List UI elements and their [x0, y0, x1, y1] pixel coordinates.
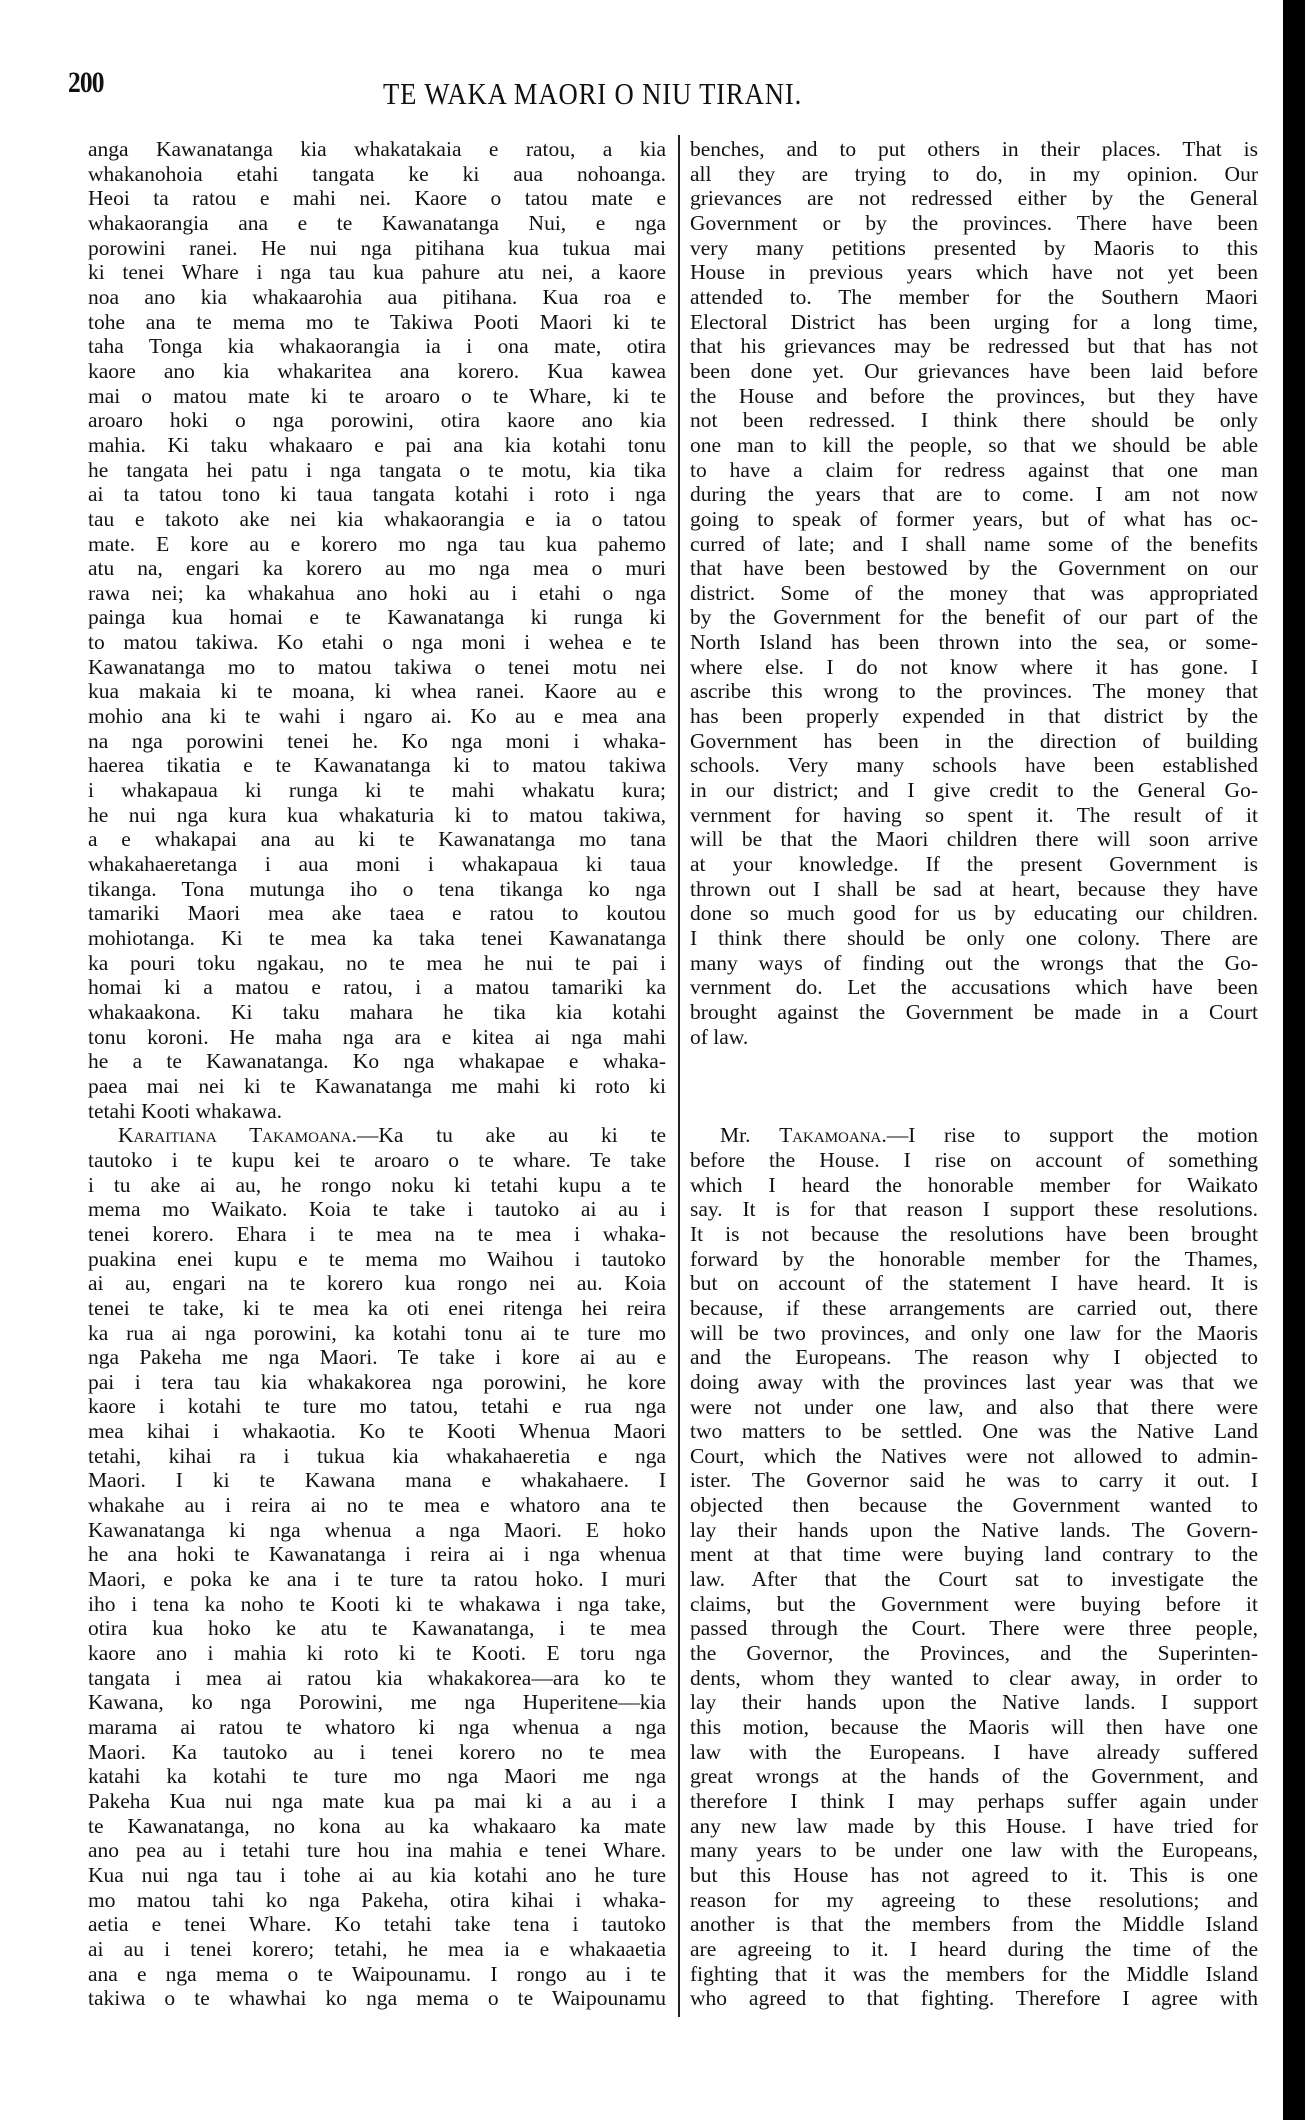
text-line: grievances are not redressed either by the General — [690, 186, 1258, 211]
text-line: attended to. The member for the Southern Maori — [690, 284, 1258, 309]
text-line: he nui nga kura kua whakaturia ki to matou takiwa, — [88, 802, 666, 827]
text-line: by the Government for the benefit of our part of the — [690, 605, 1258, 630]
text-line: therefore I think I may perhaps suffer again under — [690, 1789, 1258, 1813]
text-line: Court, which the Natives were not allowed to admin- — [690, 1443, 1258, 1468]
text-line: mea kihai i whakaotia. Ko te Kooti Whenua Maori — [88, 1419, 666, 1444]
text-line: rawa nei; ka whakahua ano hoki au i etahi o nga — [88, 580, 666, 605]
text-line: are agreeing to it. I heard during the time of the — [690, 1936, 1258, 1961]
text-line: ano pea au i tetahi ture hou ina mahia e tenei Whare. — [88, 1838, 666, 1863]
text-line: tohe ana te mema mo te Takiwa Pooti Maori ki te — [88, 309, 666, 334]
text-line: Government has been in the direction of building — [690, 728, 1258, 753]
text-line: mate. E kore au e korero mo nga tau kua pahemo — [88, 531, 666, 556]
text-line: to matou takiwa. Ko etahi o nga moni i wehea e te — [88, 630, 666, 655]
column-divider — [678, 135, 680, 2017]
text-line: this motion, because the Maoris will then have one — [690, 1715, 1258, 1740]
text-line: but on account of the statement I have heard. It is — [690, 1271, 1258, 1296]
text-line: lay their hands upon the Native lands. I support — [690, 1690, 1258, 1715]
speaker-text: —I rise to support the motion — [886, 1123, 1258, 1148]
text-line: say. It is for that reason I support these resolutions. — [690, 1197, 1258, 1222]
text-line: but this House has not agreed to it. This is one — [690, 1862, 1258, 1887]
text-line: mema mo Waikato. Koia te take i tautoko ai au i — [88, 1197, 666, 1222]
text-line: another is that the members from the Middle Island — [690, 1912, 1258, 1937]
text-line: Government or by the provinces. There have been — [690, 210, 1258, 235]
text-line: ai au, engari na te korero kua rongo nei au. Koia — [88, 1271, 666, 1296]
text-line: anga Kawanatanga kia whakatakaia e ratou, a kia — [88, 137, 666, 161]
text-line: where else. I do not know where it has gone. I — [690, 654, 1258, 679]
text-line: Kua nui nga tau i tohe ai au kia kotahi ano he ture — [88, 1862, 666, 1887]
text-line: reason for my agreeing to these resolutions; and — [690, 1887, 1258, 1912]
text-line: tau e takoto ake nei kia whakaorangia e ia o tatou — [88, 506, 666, 531]
text-line: mahia. Ki taku whakaaro e pai ana kia kotahi tonu — [88, 432, 666, 457]
text-line: taha Tonga kia whakaorangia ia i ona mate, otira — [88, 334, 666, 359]
text-line: pai i tera tau kia whakakorea nga porowini, he kore — [88, 1369, 666, 1394]
text-line: not been redressed. I think there should be only — [690, 408, 1258, 433]
text-line: objected then because the Government wanted to — [690, 1493, 1258, 1518]
text-line: te Kawanatanga, no kona au ka whakaaro ka mate — [88, 1813, 666, 1838]
text-line: paea mai nei ki te Kawanatanga me mahi ki roto ki — [88, 1073, 666, 1098]
text-line: ai au i tenei korero; tetahi, he mea ia e whakaaetia — [88, 1936, 666, 1961]
text-line: lay their hands upon the Native lands. The Govern- — [690, 1517, 1258, 1542]
text-line: tikanga. Tona mutunga iho o tena tikanga ko nga — [88, 876, 666, 901]
text-line: ana e nga mema o te Waipounamu. I rongo au i te — [88, 1961, 666, 1986]
page-number: 200 — [68, 66, 104, 99]
scan-edge — [1283, 0, 1305, 2120]
text-line: benches, and to put others in their places. That is — [690, 137, 1258, 161]
text-line: otira kua hoko ke atu te Kawanatanga, i te mea — [88, 1616, 666, 1641]
text-line: homai ki a matou e ratou, i a matou tamariki ka — [88, 975, 666, 1000]
text-line: the House and before the provinces, but they have — [690, 383, 1258, 408]
text-line: the Governor, the Provinces, and the Superinten- — [690, 1641, 1258, 1666]
text-line: who agreed to that fighting. Therefore I agree with — [690, 1986, 1258, 2011]
text-line: aroaro hoki o nga porowini, otira kaore ano kia — [88, 408, 666, 433]
speaker-line — [690, 1123, 1258, 1148]
text-line: claims, but the Government were buying before it — [690, 1591, 1258, 1616]
text-line: in our district; and I give credit to the General Go- — [690, 778, 1258, 803]
text-line: Maori. I ki te Kawana mana e whakahaere. I — [88, 1468, 666, 1493]
text-line: kaore ano kia whakaritea ana korero. Kua kawea — [88, 358, 666, 383]
text-line: and the Europeans. The reason why I objected to — [690, 1345, 1258, 1370]
text-line: district. Some of the money that was appropriated — [690, 580, 1258, 605]
text-line: dents, whom they wanted to clear away, in order to — [690, 1665, 1258, 1690]
text-line: i whakapaua ki runga ki te mahi whakatu kura; — [88, 778, 666, 803]
text-line: ister. The Governor said he was to carry it out. I — [690, 1468, 1258, 1493]
text-line: he tangata hei patu i nga tangata o te motu, kia tika — [88, 457, 666, 482]
text-line: he ana hoki te Kawanatanga i reira ai i nga whenua — [88, 1542, 666, 1567]
speaker-line — [88, 1123, 666, 1148]
text-line: ka pouri toku ngakau, no te mea he nui te pai i — [88, 950, 666, 975]
text-line: whakahe au i reira ai no te mea e whatoro ana te — [88, 1493, 666, 1518]
text-line: mai o matou mate ki te aroaro o te Whare, ki te — [88, 383, 666, 408]
text-line: thrown out I shall be sad at heart, because they have — [690, 876, 1258, 901]
text-line: marama ai ratou te whatoro ki nga whenua a nga — [88, 1715, 666, 1739]
text-line: very many petitions presented by Maoris to this — [690, 235, 1258, 260]
text-line: kaore i kotahi te ture mo tatou, tetahi e rua nga — [88, 1394, 666, 1419]
text-line: Electoral District has been urging for a long time, — [690, 309, 1258, 334]
text-line: any new law made by this House. I have tried for — [690, 1813, 1258, 1838]
text-line: tetahi Kooti whakawa. — [88, 1098, 283, 1123]
text-line: kaore ano i mahia ki roto ki te Kooti. E toru nga — [88, 1641, 666, 1666]
text-line: mohio ana ki te wahi i ngaro ai. Ko au e mea ana — [88, 704, 666, 729]
speaker-name: Karaitiana Takamoana. — [118, 1123, 357, 1148]
page-title: TE WAKA MAORI O NIU TIRANI. — [383, 76, 803, 111]
text-line: noa ano kia whakaarohia aua pitihana. Kua roa e — [88, 284, 666, 309]
text-line: takiwa o te whawhai ko nga mema o te Waipounamu — [88, 1986, 666, 2011]
text-line: will be that the Maori children there will soon arrive — [690, 827, 1258, 852]
text-line: ai ta tatou tono ki taua tangata kotahi i roto i nga — [88, 482, 666, 507]
text-line: that his grievances may be redressed but that has not — [690, 334, 1258, 359]
text-line: Kawanatanga ki nga whenua a nga Maori. E hoko — [88, 1517, 666, 1542]
text-line: It is not because the resolutions have been brought — [690, 1221, 1258, 1246]
text-line: many years to be under one law with the Europeans, — [690, 1838, 1258, 1863]
text-line: brought against the Government be made in a Court — [690, 999, 1258, 1024]
text-line: because, if these arrangements are carried out, there — [690, 1295, 1258, 1320]
text-line: that have been bestowed by the Government on our — [690, 556, 1258, 581]
text-line: one man to kill the people, so that we should be able — [690, 432, 1258, 457]
text-line: iho i tena ka noho te Kooti ki te whakawa i nga take, — [88, 1591, 666, 1616]
text-line: to have a claim for redress against that one man — [690, 457, 1258, 482]
left-column — [88, 137, 666, 2011]
right-column — [690, 137, 1258, 2011]
text-line: tenei korero. Ehara i te mea na te mea i whaka- — [88, 1221, 666, 1246]
text-line: tenei te take, ki te mea ka oti enei ritenga hei reira — [88, 1295, 666, 1320]
text-line: tetahi, kihai ra i tukua kia whakahaeretia e nga — [88, 1443, 666, 1468]
text-line: kua makaia ki te moana, ki whea ranei. Kaore au e — [88, 679, 666, 704]
text-line: Pakeha Kua nui nga mate kua pa mai ki a au i a — [88, 1788, 666, 1813]
text-line: atu na, engari ka korero au mo nga mea o muri — [88, 556, 666, 581]
text-line: been done yet. Our grievances have been laid before — [690, 358, 1258, 383]
text-line: mo matou tahi ko nga Pakeha, otira kihai i whaka- — [88, 1887, 666, 1912]
text-line: tangata i mea ai ratou kia whakakorea—ara ko te — [88, 1665, 666, 1690]
text-line: North Island has been thrown into the sea, or some- — [690, 630, 1258, 655]
text-line: has been properly expended in that district by the — [690, 704, 1258, 729]
text-line: tonu koroni. He maha nga ara e kitea ai nga mahi — [88, 1024, 666, 1049]
text-line: many ways of finding out the wrongs that the Go- — [690, 950, 1258, 975]
text-line: during the years that are to come. I am not now — [690, 482, 1258, 507]
text-line: forward by the honorable member for the Thames, — [690, 1246, 1258, 1271]
text-line: House in previous years which have not yet been — [690, 260, 1258, 285]
text-line: aetia e tenei Whare. Ko tetahi take tena i tautoko — [88, 1912, 666, 1937]
text-line: fighting that it was the members for the Middle Island — [690, 1961, 1258, 1986]
text-line: whakanohoia etahi tangata ke ki aua nohoanga. — [88, 161, 666, 186]
text-line: which I heard the honorable member for Waikato — [690, 1172, 1258, 1197]
paragraph-gap — [690, 1049, 1258, 1123]
text-line: tautoko i te kupu kei te aroaro o te whare. Te take — [88, 1147, 666, 1172]
text-line: of law. — [690, 1024, 749, 1049]
text-line: he a te Kawanatanga. Ko nga whakapae e whaka- — [88, 1049, 666, 1074]
text-line: schools. Very many schools have been established — [690, 753, 1258, 778]
text-line: a e whakapai ana au ki te Kawanatanga mo tana — [88, 827, 666, 852]
text-line: i tu ake ai au, he rongo noku ki tetahi kupu a te — [88, 1172, 666, 1197]
text-line: law with the Europeans. I have already suffered — [690, 1739, 1258, 1764]
text-line: great wrongs at the hands of the Government, and — [690, 1764, 1258, 1789]
text-line: ment at that time were buying land contrary to the — [690, 1542, 1258, 1567]
text-line: ki tenei Whare i nga tau kua pahure atu nei, a kaore — [88, 260, 666, 285]
text-line: ascribe this wrong to the provinces. The money that — [690, 679, 1258, 704]
text-line: puakina enei kupu e te mema mo Waihou i tautoko — [88, 1246, 666, 1271]
text-line: done so much good for us by educating our children. — [690, 901, 1258, 926]
speaker-text: —Ka tu ake au ki te — [356, 1123, 666, 1148]
text-line: haerea tikatia e te Kawanatanga ki to matou takiwa — [88, 753, 666, 778]
text-line: passed through the Court. There were three people, — [690, 1616, 1258, 1641]
text-line: law. After that the Court sat to investigate the — [690, 1567, 1258, 1592]
text-line: ka rua ai nga porowini, ka kotahi tonu ai te ture mo — [88, 1320, 666, 1345]
text-line: Heoi ta ratou e mahi nei. Kaore o tatou mate e — [88, 186, 666, 211]
text-line: will be two provinces, and only one law for the Maoris — [690, 1320, 1258, 1345]
text-line: going to speak of former years, but of what has oc- — [690, 506, 1258, 531]
text-line: Maori. Ka tautoko au i tenei korero no te mea — [88, 1739, 666, 1764]
text-line: whakahaeretanga i aua moni i whakapaua ki taua — [88, 852, 666, 877]
text-line: I think there should be only one colony. There are — [690, 926, 1258, 950]
text-line: Kawanatanga mo to matou takiwa o tenei motu nei — [88, 654, 666, 679]
speaker-prefix: Mr. — [720, 1123, 780, 1148]
text-line: porowini ranei. He nui nga pitihana kua tukua mai — [88, 235, 666, 260]
text-line: na nga porowini tenei he. Ko nga moni i whaka- — [88, 728, 666, 753]
text-line: at your knowledge. If the present Government is — [690, 852, 1258, 877]
text-line: whakaakona. Ki taku mahara he tika kia kotahi — [88, 999, 666, 1024]
text-line: Maori, e poka ke ana i te ture ta ratou hoko. I muri — [88, 1567, 666, 1592]
text-line: were not under one law, and also that there were — [690, 1394, 1258, 1419]
text-line: mohiotanga. Ki te mea ka taka tenei Kawanatanga — [88, 926, 666, 950]
text-line: curred of late; and I shall name some of the benefits — [690, 531, 1258, 556]
text-line: painga kua homai e te Kawanatanga ki runga ki — [88, 605, 666, 630]
text-line: two matters to be settled. One was the Native Land — [690, 1419, 1258, 1444]
text-line: vernment do. Let the accusations which have been — [690, 975, 1258, 1000]
text-line: Kawana, ko nga Porowini, me nga Huperitene—kia — [88, 1690, 666, 1715]
text-line: nga Pakeha me nga Maori. Te take i kore ai au e — [88, 1345, 666, 1370]
text-line: before the House. I rise on account of something — [690, 1147, 1258, 1172]
text-line: vernment for having so spent it. The result of it — [690, 802, 1258, 827]
text-line: whakaorangia ana e te Kawanatanga Nui, e nga — [88, 210, 666, 235]
text-line: tamariki Maori mea ake taea e ratou to koutou — [88, 901, 666, 926]
text-line: katahi ka kotahi te ture mo nga Maori me nga — [88, 1764, 666, 1789]
text-line: all they are trying to do, in my opinion. Our — [690, 161, 1258, 186]
text-line: doing away with the provinces last year was that we — [690, 1369, 1258, 1394]
speaker-name: Takamoana. — [779, 1123, 887, 1148]
